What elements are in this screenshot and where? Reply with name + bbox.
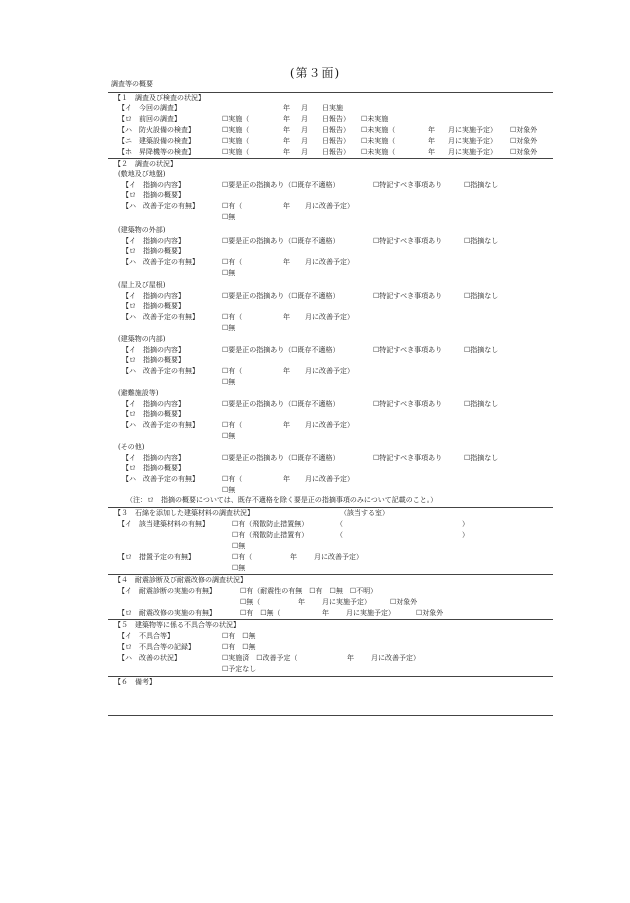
year-label: 年 (283, 421, 290, 429)
inspection-date-part: 月 (301, 126, 308, 134)
divider (108, 158, 553, 159)
inspection-date-part: 月に実施予定） (448, 126, 497, 134)
finding-summary-label: 【ロ 指摘の概要】 (122, 464, 185, 472)
page-title: (第３面) (289, 66, 341, 80)
section-5-title: 【５ 建築物等に係る不具合等の状況】 (114, 621, 240, 629)
section-2-title: 【２ 調査の状況】 (114, 160, 177, 168)
inspection-option[interactable]: ☐未実施（ (361, 126, 396, 134)
inspection-label: 【ロ 前回の調査】 (118, 115, 181, 123)
improvement-no-checkbox[interactable]: ☐無 (222, 486, 236, 494)
finding-content-label: 【イ 指摘の内容】 (122, 292, 185, 300)
inspection-date-part: 年 (428, 126, 435, 134)
divider (108, 619, 553, 620)
inspection-option[interactable]: ☐対象外 (510, 137, 538, 145)
seismic-diag-label: 【イ 耐震診断の実施の有無】 (118, 587, 216, 595)
inspection-option[interactable]: ☐実施（ (222, 115, 250, 123)
inspection-option[interactable]: ☐未実施 (361, 115, 389, 123)
finding-content-label: 【イ 指摘の内容】 (122, 454, 185, 462)
section-3-title: 【３ 石綿を添加した建築材料の調査状況】 (114, 509, 254, 517)
inspection-date-part: 月 (301, 148, 308, 156)
inspection-date-part: 年 (283, 148, 290, 156)
finding-summary-label: 【ロ 指摘の概要】 (122, 356, 185, 364)
finding-summary-label: 【ロ 指摘の概要】 (122, 247, 185, 255)
survey-group-title: (避難施設等) (118, 389, 159, 397)
inspection-date-part: 月に実施予定） (448, 148, 497, 156)
inspection-date-part: 年 (283, 137, 290, 145)
improvement-plan-label: 【ハ 改善予定の有無】 (122, 202, 199, 210)
inspection-date-part: 月 (301, 137, 308, 145)
divider (108, 507, 553, 508)
seismic-retrofit-label: 【ロ 耐震改修の実施の有無】 (118, 609, 216, 617)
defect-opt[interactable]: ☐有 ☐無 (222, 632, 256, 640)
survey-group-title: (建築物の外部) (118, 226, 166, 234)
asbestos-no[interactable]: ☐無 (232, 542, 246, 550)
measure-label: 【ロ 措置予定の有無】 (118, 553, 195, 561)
divider (108, 92, 553, 93)
section-3-paren: （該当する室） (340, 509, 389, 517)
improvement-no-checkbox[interactable]: ☐無 (222, 269, 236, 277)
month-label: 月に改善予定） (371, 654, 420, 662)
improve-label: 【ハ 改善の状況】 (118, 654, 181, 662)
finding-none-checkbox[interactable]: ☐指摘なし (464, 400, 499, 408)
finding-need-fix-checkbox[interactable]: ☐要是正の指摘あり（☐既存不適格） (222, 237, 340, 245)
finding-special-checkbox[interactable]: ☐特記すべき事項あり (373, 181, 443, 189)
inspection-label: 【イ 今回の調査】 (118, 104, 181, 112)
defect-record-opt[interactable]: ☐有 ☐無 (222, 643, 256, 651)
divider (108, 676, 553, 677)
month-label: 月に改善予定） (305, 258, 354, 266)
inspection-option[interactable]: ☐実施（ (222, 148, 250, 156)
finding-content-label: 【イ 指摘の内容】 (122, 181, 185, 189)
inspection-date-part: 日報告） (322, 126, 350, 134)
paren-close: ） (462, 520, 469, 528)
survey-group-title: (その他) (118, 443, 145, 451)
month-label: 月に改善予定） (314, 553, 363, 561)
inspection-label: 【ハ 防火設備の検査】 (118, 126, 195, 134)
section-2-note: （注：ロ 指摘の概要については、既存不適格を除く要是正の指摘事項のみについて記載のこと。） (126, 496, 438, 504)
finding-summary-label: 【ロ 指摘の概要】 (122, 410, 185, 418)
inspection-date-part: 月に実施予定） (448, 137, 497, 145)
paren-close: ） (462, 531, 469, 539)
inspection-option[interactable]: ☐実施（ (222, 137, 250, 145)
section-1-title: 【１ 調査及び検査の状況】 (114, 94, 205, 102)
finding-content-label: 【イ 指摘の内容】 (122, 400, 185, 408)
seismic-retrofit-opt[interactable]: ☐有 ☐無（ (240, 609, 281, 617)
seismic-diag-no[interactable]: ☐無（ (240, 598, 261, 606)
finding-none-checkbox[interactable]: ☐指摘なし (464, 292, 499, 300)
survey-group-title: (屋上及び屋根) (118, 281, 166, 289)
finding-need-fix-checkbox[interactable]: ☐要是正の指摘あり（☐既存不適格） (222, 400, 340, 408)
finding-special-checkbox[interactable]: ☐特記すべき事項あり (373, 292, 443, 300)
year-label: 年 (322, 609, 329, 617)
year-label: 年 (283, 367, 290, 375)
inspection-date-part: 月 (301, 104, 308, 112)
asbestos-opt-2[interactable]: ☐有（飛散防止措置有） (232, 531, 309, 539)
improvement-yes-checkbox[interactable]: ☐有（ (222, 202, 243, 210)
defect-record-label: 【ロ 不具合等の記録】 (118, 643, 195, 651)
inspection-option[interactable]: ☐未実施（ (361, 148, 396, 156)
main-heading: 調査等の概要 (111, 80, 153, 88)
section-4-title: 【４ 耐震診断及び耐震改修の調査状況】 (114, 576, 247, 584)
improvement-yes-checkbox[interactable]: ☐有（ (222, 258, 243, 266)
finding-content-label: 【イ 指摘の内容】 (122, 346, 185, 354)
finding-need-fix-checkbox[interactable]: ☐要是正の指摘あり（☐既存不適格） (222, 181, 340, 189)
seismic-diag-na[interactable]: ☐対象外 (390, 598, 418, 606)
section-6-title: 【６ 備考】 (114, 678, 156, 686)
survey-group-title: (建築物の内部) (118, 335, 166, 343)
bottom-divider (108, 715, 553, 716)
paren-open: （ (336, 531, 343, 539)
improvement-plan-label: 【ハ 改善予定の有無】 (122, 475, 199, 483)
month-label: 月に改善予定） (305, 202, 354, 210)
paren-open: （ (336, 520, 343, 528)
inspection-date-part: 日報告） (322, 115, 350, 123)
divider (108, 574, 553, 575)
inspection-option[interactable]: ☐未実施（ (361, 137, 396, 145)
finding-special-checkbox[interactable]: ☐特記すべき事項あり (373, 454, 443, 462)
inspection-label: 【ニ 建築設備の検査】 (118, 137, 195, 145)
finding-special-checkbox[interactable]: ☐特記すべき事項あり (373, 346, 443, 354)
inspection-date-part: 年 (428, 148, 435, 156)
improvement-no-checkbox[interactable]: ☐無 (222, 213, 236, 221)
year-label: 年 (290, 553, 297, 561)
inspection-date-part: 日報告） (322, 137, 350, 145)
improvement-no-checkbox[interactable]: ☐無 (222, 378, 236, 386)
year-label: 年 (283, 475, 290, 483)
inspection-date-part: 年 (283, 126, 290, 134)
improvement-no-checkbox[interactable]: ☐無 (222, 432, 236, 440)
improvement-plan-label: 【ハ 改善予定の有無】 (122, 313, 199, 321)
finding-special-checkbox[interactable]: ☐特記すべき事項あり (373, 400, 443, 408)
improvement-yes-checkbox[interactable]: ☐有（ (222, 421, 243, 429)
survey-group-title: (敷地及び地盤) (118, 170, 166, 178)
finding-summary-label: 【ロ 指摘の概要】 (122, 302, 185, 310)
year-label: 年 (283, 202, 290, 210)
finding-summary-label: 【ロ 指摘の概要】 (122, 191, 185, 199)
month-label: 月に改善予定） (305, 475, 354, 483)
inspection-date-part: 年 (428, 137, 435, 145)
inspection-option[interactable]: ☐対象外 (510, 148, 538, 156)
year-label: 年 (283, 258, 290, 266)
finding-need-fix-checkbox[interactable]: ☐要是正の指摘あり（☐既存不適格） (222, 346, 340, 354)
finding-content-label: 【イ 指摘の内容】 (122, 237, 185, 245)
measure-yes[interactable]: ☐有（ (232, 553, 253, 561)
finding-special-checkbox[interactable]: ☐特記すべき事項あり (373, 237, 443, 245)
seismic-retrofit-na[interactable]: ☐対象外 (416, 609, 444, 617)
finding-none-checkbox[interactable]: ☐指摘なし (464, 181, 499, 189)
improve-none[interactable]: ☐予定なし (222, 665, 257, 673)
inspection-date-part: 月 (301, 115, 308, 123)
finding-none-checkbox[interactable]: ☐指摘なし (464, 454, 499, 462)
finding-need-fix-checkbox[interactable]: ☐要是正の指摘あり（☐既存不適格） (222, 454, 340, 462)
inspection-date-part: 日報告） (322, 148, 350, 156)
inspection-date-part: 日実施 (322, 104, 343, 112)
month-label: 月に改善予定） (305, 313, 354, 321)
seismic-diag-yes[interactable]: ☐有（耐震性の有無 ☐有 ☐無 ☐不明） (240, 587, 378, 595)
month-label: 月に実施予定） (322, 598, 371, 606)
year-label: 年 (298, 598, 305, 606)
month-label: 月に改善予定） (305, 421, 354, 429)
improve-opt[interactable]: ☐実施済 ☐改善予定（ (222, 654, 298, 662)
improvement-no-checkbox[interactable]: ☐無 (222, 324, 236, 332)
asbestos-opt-1[interactable]: ☐有（飛散防止措置無） (232, 520, 309, 528)
inspection-option[interactable]: ☐対象外 (510, 126, 538, 134)
measure-no[interactable]: ☐無 (232, 564, 246, 572)
improvement-plan-label: 【ハ 改善予定の有無】 (122, 258, 199, 266)
improvement-yes-checkbox[interactable]: ☐有（ (222, 313, 243, 321)
asbestos-label: 【イ 該当建築材料の有無】 (118, 520, 209, 528)
year-label: 年 (283, 313, 290, 321)
month-label: 月に実施予定） (346, 609, 395, 617)
improvement-yes-checkbox[interactable]: ☐有（ (222, 475, 243, 483)
finding-none-checkbox[interactable]: ☐指摘なし (464, 237, 499, 245)
year-label: 年 (347, 654, 354, 662)
finding-need-fix-checkbox[interactable]: ☐要是正の指摘あり（☐既存不適格） (222, 292, 340, 300)
inspection-date-part: 年 (283, 104, 290, 112)
defect-label: 【イ 不具合等】 (118, 632, 174, 640)
improvement-plan-label: 【ハ 改善予定の有無】 (122, 421, 199, 429)
finding-none-checkbox[interactable]: ☐指摘なし (464, 346, 499, 354)
month-label: 月に改善予定） (305, 367, 354, 375)
inspection-option[interactable]: ☐実施（ (222, 126, 250, 134)
improvement-yes-checkbox[interactable]: ☐有（ (222, 367, 243, 375)
inspection-date-part: 年 (283, 115, 290, 123)
inspection-label: 【ホ 昇降機等の検査】 (118, 148, 195, 156)
improvement-plan-label: 【ハ 改善予定の有無】 (122, 367, 199, 375)
